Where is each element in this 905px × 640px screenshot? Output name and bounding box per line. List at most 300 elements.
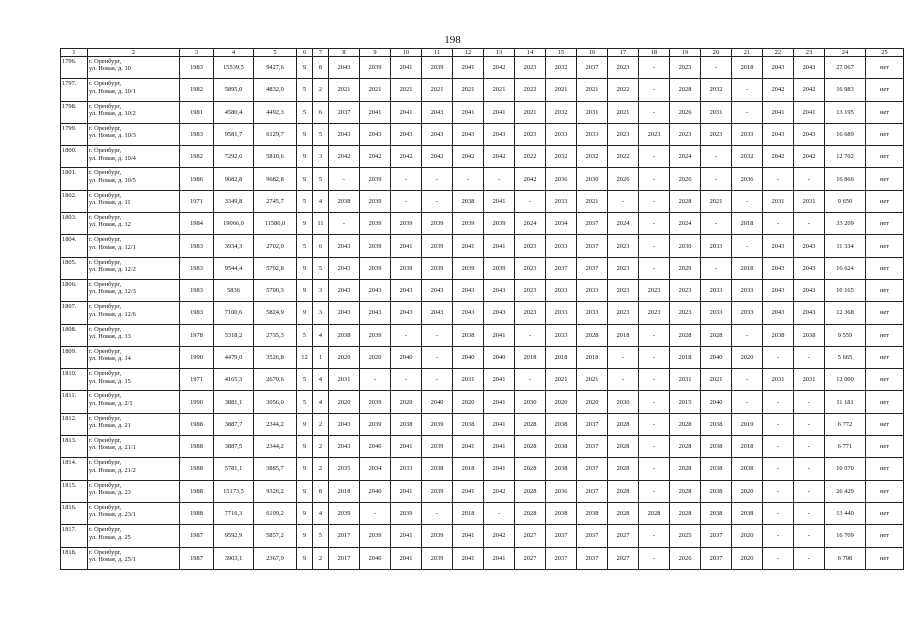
table-cell: 2028 [515, 436, 546, 458]
table-cell: 6 [313, 101, 329, 123]
table-cell: 11 334 [825, 235, 866, 257]
address-city: г. Оренбург, [89, 147, 122, 155]
row-number: 1812. [61, 413, 88, 435]
table-cell: - [639, 101, 670, 123]
table-cell: 9 650 [825, 190, 866, 212]
table-cell: 1971 [180, 190, 214, 212]
address-street: ул. Новая, д. 13 [89, 332, 131, 340]
table-cell: нет [866, 123, 904, 145]
table-cell: 2041 [484, 458, 515, 480]
table-cell: 2042 [484, 57, 515, 79]
table-cell: 6 771 [825, 436, 866, 458]
table-cell: 2039 [422, 436, 453, 458]
table-cell: 2038 [701, 458, 732, 480]
table-cell: 2041 [484, 324, 515, 346]
table-cell: 2041 [484, 235, 515, 257]
row-number: 1798. [61, 101, 88, 123]
table-cell: 2037 [701, 547, 732, 569]
table-cell: 6 772 [825, 413, 866, 435]
table-cell: 2036 [546, 480, 577, 502]
address-street: ул. Новая, д. 25/1 [89, 555, 136, 563]
table-cell: 2037 [577, 235, 608, 257]
table-cell: 2037 [577, 257, 608, 279]
table-cell: 2031 [670, 369, 701, 391]
table-cell: 2018 [732, 257, 763, 279]
row-number: 1797. [61, 79, 88, 101]
table-cell: 2020 [732, 547, 763, 569]
table-cell: 4479,0 [214, 346, 254, 368]
table-cell: 2022 [608, 146, 639, 168]
table-cell: 2038 [453, 190, 484, 212]
table-cell: 2038 [391, 413, 422, 435]
table-cell: - [329, 168, 360, 190]
address-cell [88, 324, 180, 346]
table-cell: - [515, 324, 546, 346]
table-cell: нет [866, 480, 904, 502]
table-cell: 2039 [484, 257, 515, 279]
address-street: ул. Новая, д. 21 [89, 422, 131, 430]
address-cell [88, 502, 180, 524]
table-cell: 5836 [214, 279, 254, 301]
table-cell: 2041 [391, 57, 422, 79]
column-number-header: 20 [701, 49, 732, 57]
table-cell: 2023 [639, 279, 670, 301]
table-cell: 2043 [329, 279, 360, 301]
column-number-header: 25 [866, 49, 904, 57]
table-cell: 2043 [763, 257, 794, 279]
table-row [61, 302, 904, 324]
table-cell: 1988 [180, 436, 214, 458]
table-cell: 2041 [391, 235, 422, 257]
table-cell: 4 [313, 502, 329, 524]
table-cell: 2041 [391, 480, 422, 502]
table-cell: 1983 [180, 235, 214, 257]
address-city: г. Оренбург, [89, 481, 122, 489]
table-cell: 3881,1 [214, 391, 254, 413]
table-cell: 2020 [453, 391, 484, 413]
table-cell: 5792,8 [254, 257, 297, 279]
table-cell: 2028 [670, 413, 701, 435]
table-cell: 6129,7 [254, 123, 297, 145]
table-cell: - [732, 324, 763, 346]
table-cell: 2022 [515, 79, 546, 101]
table-cell: 2033 [577, 279, 608, 301]
table-cell: нет [866, 547, 904, 569]
table-cell: 2 [313, 436, 329, 458]
table-cell: 2042 [360, 146, 391, 168]
table-row [61, 547, 904, 569]
address-city: г. Оренбург, [89, 258, 122, 266]
table-cell: 2023 [608, 257, 639, 279]
column-number-header: 19 [670, 49, 701, 57]
table-cell: 2020 [391, 391, 422, 413]
table-cell: 2041 [453, 235, 484, 257]
table-cell: 2042 [329, 146, 360, 168]
table-cell: 2042 [763, 79, 794, 101]
table-cell: - [794, 436, 825, 458]
table-cell: 2024 [670, 213, 701, 235]
table-cell: 2018 [670, 346, 701, 368]
address-city: г. Оренбург, [89, 191, 122, 199]
address-cell [88, 413, 180, 435]
table-cell: 2027 [608, 547, 639, 569]
table-cell: 2041 [453, 480, 484, 502]
table-cell: нет [866, 279, 904, 301]
table-cell: 5 [313, 168, 329, 190]
column-number-header: 8 [329, 49, 360, 57]
table-cell: - [794, 547, 825, 569]
table-cell: 33 209 [825, 213, 866, 235]
table-cell: 2040 [701, 346, 732, 368]
table-cell: 2021 [701, 369, 732, 391]
address-street: ул. Новая, д. 10/1 [89, 87, 136, 95]
table-cell: 2 [313, 547, 329, 569]
address-street: ул. Новая, д. 12 [89, 221, 131, 229]
table-cell: 2041 [391, 547, 422, 569]
address-cell [88, 547, 180, 569]
table-cell: 2032 [546, 146, 577, 168]
table-cell: 2745,7 [254, 190, 297, 212]
table-cell: 26 429 [825, 480, 866, 502]
table-cell: 2017 [329, 547, 360, 569]
table-cell: 2023 [515, 123, 546, 145]
table-row [61, 190, 904, 212]
table-cell: 2037 [577, 57, 608, 79]
table-cell: 2037 [577, 436, 608, 458]
column-number-header: 11 [422, 49, 453, 57]
table-cell: 9 [297, 458, 313, 480]
column-number-header: 24 [825, 49, 866, 57]
table-cell: 2028 [515, 480, 546, 502]
table-cell: 2039 [360, 213, 391, 235]
table-cell: 2039 [422, 57, 453, 79]
table-cell: 2039 [360, 257, 391, 279]
table-cell: 2021 [422, 79, 453, 101]
table-cell: 2028 [515, 458, 546, 480]
table-cell: - [639, 190, 670, 212]
table-cell: 6 [313, 235, 329, 257]
address-street: ул. Новая, д. 11 [89, 199, 131, 207]
table-cell: 2030 [670, 235, 701, 257]
table-cell: 2037 [577, 413, 608, 435]
table-cell: - [732, 391, 763, 413]
table-cell: 2015 [670, 391, 701, 413]
table-cell: - [360, 369, 391, 391]
table-cell: 2043 [422, 101, 453, 123]
address-cell [88, 190, 180, 212]
address-city: г. Оренбург, [89, 526, 122, 534]
table-cell: 2043 [329, 257, 360, 279]
table-cell: - [608, 346, 639, 368]
table-cell: 2702,0 [254, 235, 297, 257]
table-cell: 2026 [670, 168, 701, 190]
column-number-header: 14 [515, 49, 546, 57]
table-cell: 5 [297, 369, 313, 391]
row-number: 1805. [61, 257, 88, 279]
table-cell: 2039 [422, 257, 453, 279]
table-cell: 2033 [732, 123, 763, 145]
row-number: 1808. [61, 324, 88, 346]
column-number-header: 6 [297, 49, 313, 57]
table-cell: 4 [313, 391, 329, 413]
address-city: г. Оренбург, [89, 236, 122, 244]
table-cell: 2020 [577, 391, 608, 413]
table-cell: - [763, 413, 794, 435]
table-cell: 2027 [515, 525, 546, 547]
table-cell: 2041 [484, 369, 515, 391]
table-cell: 9 [297, 525, 313, 547]
table-cell: 2039 [422, 525, 453, 547]
table-cell: - [732, 79, 763, 101]
table-cell: - [639, 547, 670, 569]
address-street: ул. Новая, д. 10/2 [89, 110, 136, 117]
address-street: ул. Новая, д. 23/1 [89, 511, 136, 519]
table-cell: - [639, 458, 670, 480]
address-cell [88, 257, 180, 279]
address-street: ул. Новая, д. 25 [89, 533, 131, 541]
table-cell: 2023 [639, 302, 670, 324]
table-row [61, 57, 904, 79]
table-cell: 2043 [763, 57, 794, 79]
table-cell: 2043 [763, 279, 794, 301]
table-cell: 1990 [180, 391, 214, 413]
row-number: 1811. [61, 391, 88, 413]
table-cell: 2023 [608, 302, 639, 324]
table-cell: 2023 [670, 123, 701, 145]
table-cell: 2043 [391, 123, 422, 145]
column-number-header: 23 [794, 49, 825, 57]
table-cell: 2041 [453, 57, 484, 79]
table-cell: 8 [313, 57, 329, 79]
table-cell: - [701, 168, 732, 190]
table-cell: 1983 [180, 302, 214, 324]
address-city: г. Оренбург, [89, 80, 122, 88]
table-cell: 3349,8 [214, 190, 254, 212]
table-cell: - [763, 458, 794, 480]
table-row [61, 257, 904, 279]
table-cell: 2039 [422, 480, 453, 502]
table-cell: 2025 [670, 525, 701, 547]
table-cell: 2041 [453, 101, 484, 123]
table-cell: 9682,8 [254, 168, 297, 190]
table-cell: 2024 [608, 213, 639, 235]
table-cell: 2039 [360, 391, 391, 413]
table-cell: нет [866, 57, 904, 79]
table-cell: 2042 [794, 146, 825, 168]
table-cell: 2028 [670, 458, 701, 480]
table-cell: 2036 [732, 168, 763, 190]
table-cell: - [391, 369, 422, 391]
table-row [61, 235, 904, 257]
row-number: 1806. [61, 279, 88, 301]
table-cell: 2033 [546, 123, 577, 145]
table-cell: 2043 [763, 235, 794, 257]
address-cell [88, 458, 180, 480]
row-number: 1815. [61, 480, 88, 502]
table-cell: 2027 [608, 525, 639, 547]
table-cell: 1978 [180, 324, 214, 346]
table-cell: 2031 [763, 369, 794, 391]
address-street: ул. Новая, д. 21/1 [89, 444, 136, 452]
column-number-header: 5 [254, 49, 297, 57]
table-cell: - [639, 146, 670, 168]
table-cell: 2670,6 [254, 369, 297, 391]
table-cell: 1983 [180, 279, 214, 301]
table-cell: 4165,3 [214, 369, 254, 391]
table-cell: - [639, 480, 670, 502]
table-cell: 2038 [701, 436, 732, 458]
table-cell: 9 [297, 279, 313, 301]
table-cell: 2037 [546, 547, 577, 569]
address-city: г. Оренбург, [89, 548, 122, 556]
table-cell: 2039 [422, 547, 453, 569]
row-number: 1816. [61, 502, 88, 524]
table-cell: 2031 [329, 369, 360, 391]
table-cell: 2039 [422, 413, 453, 435]
table-cell: 2344,2 [254, 436, 297, 458]
table-cell: 1986 [180, 168, 214, 190]
table-cell: 2043 [453, 279, 484, 301]
table-cell: 2038 [422, 458, 453, 480]
table-cell: - [422, 346, 453, 368]
table-cell: 2037 [701, 525, 732, 547]
table-cell: 2040 [453, 346, 484, 368]
table-cell: 2020 [732, 525, 763, 547]
table-cell: 2028 [608, 436, 639, 458]
table-cell: 2019 [732, 413, 763, 435]
table-cell: 2043 [360, 123, 391, 145]
table-cell: 2031 [794, 369, 825, 391]
table-cell: 2032 [732, 146, 763, 168]
table-cell: 2041 [484, 190, 515, 212]
table-cell: 3885,7 [254, 458, 297, 480]
table-cell: 3526,8 [254, 346, 297, 368]
table-cell: 1982 [180, 79, 214, 101]
table-cell: 2043 [794, 302, 825, 324]
table-cell: - [639, 168, 670, 190]
table-cell: 2042 [763, 146, 794, 168]
table-cell: нет [866, 79, 904, 101]
table-cell: - [391, 190, 422, 212]
table-cell: 2038 [794, 324, 825, 346]
table-cell: 2018 [732, 57, 763, 79]
table-cell: - [701, 213, 732, 235]
table-row [61, 480, 904, 502]
table-cell: 2021 [391, 79, 422, 101]
table-cell: - [639, 257, 670, 279]
table-cell: 2030 [577, 168, 608, 190]
table-cell: - [763, 547, 794, 569]
table-cell: 5810,6 [254, 146, 297, 168]
table-cell: 2023 [608, 57, 639, 79]
table-cell: нет [866, 213, 904, 235]
address-cell [88, 57, 180, 79]
table-cell: 2023 [515, 57, 546, 79]
address-street: ул. Новая, д. 12/1 [89, 243, 136, 251]
table-cell: 2023 [608, 123, 639, 145]
table-cell: 9 [297, 146, 313, 168]
table-cell: - [763, 525, 794, 547]
address-city: г. Оренбург, [89, 392, 122, 400]
table-cell: 2039 [422, 235, 453, 257]
table-cell: 2043 [329, 57, 360, 79]
table-cell: 2043 [360, 279, 391, 301]
table-cell: 4580,4 [214, 101, 254, 123]
table-cell: - [701, 146, 732, 168]
table-cell: 7292,6 [214, 146, 254, 168]
table-row [61, 146, 904, 168]
table-cell: 2020 [329, 391, 360, 413]
table-cell: 2037 [329, 101, 360, 123]
table-cell: 2020 [732, 480, 763, 502]
table-cell: 6109,2 [254, 502, 297, 524]
table-cell: 2018 [732, 213, 763, 235]
table-cell: 3903,1 [214, 547, 254, 569]
table-cell: 2033 [546, 235, 577, 257]
table-cell: 1 [313, 346, 329, 368]
row-number: 1801. [61, 168, 88, 190]
address-cell [88, 79, 180, 101]
table-cell: 2026 [608, 168, 639, 190]
table-cell: 2037 [577, 547, 608, 569]
table-cell: 5 665 [825, 346, 866, 368]
table-cell: - [732, 235, 763, 257]
table-cell: 2043 [794, 235, 825, 257]
table-cell: 2041 [453, 436, 484, 458]
table-cell: 27 067 [825, 57, 866, 79]
address-street: ул. Новая, д. 10 [89, 65, 131, 73]
table-cell: 2041 [484, 391, 515, 413]
row-number: 1804. [61, 235, 88, 257]
table-cell: 2037 [577, 525, 608, 547]
table-cell: 2028 [608, 458, 639, 480]
address-street: ул. Новая, д. 10/4 [89, 154, 136, 162]
table-cell: 2033 [701, 302, 732, 324]
table-cell: 2041 [763, 101, 794, 123]
table-cell: 1981 [180, 101, 214, 123]
address-street: ул. Новая, д. 23 [89, 489, 131, 497]
table-cell: - [794, 346, 825, 368]
table-cell: 2043 [391, 279, 422, 301]
table-cell: - [732, 190, 763, 212]
table-cell: 16 983 [825, 79, 866, 101]
table-cell: 2028 [608, 502, 639, 524]
address-city: г. Оренбург, [89, 280, 122, 288]
table-cell: 2028 [670, 190, 701, 212]
table-cell: - [732, 369, 763, 391]
table-cell: - [763, 502, 794, 524]
table-cell: 2038 [701, 413, 732, 435]
column-number-header: 21 [732, 49, 763, 57]
column-number-header: 7 [313, 49, 329, 57]
table-cell: 2033 [577, 123, 608, 145]
table-cell: 2026 [670, 101, 701, 123]
table-cell: 4832,0 [254, 79, 297, 101]
table-cell: 2043 [484, 279, 515, 301]
table-cell: 5857,2 [254, 525, 297, 547]
table-cell: 2018 [546, 346, 577, 368]
table-cell: 2031 [794, 190, 825, 212]
table-cell: 2028 [515, 413, 546, 435]
table-cell: 2041 [391, 525, 422, 547]
table-cell: 2039 [329, 502, 360, 524]
table-cell: 1988 [180, 502, 214, 524]
address-street: ул. Новая, д. 12/6 [89, 310, 136, 318]
table-cell: 2041 [794, 101, 825, 123]
table-cell: 9 559 [825, 324, 866, 346]
table-cell: нет [866, 458, 904, 480]
address-city: г. Оренбург, [89, 347, 122, 355]
